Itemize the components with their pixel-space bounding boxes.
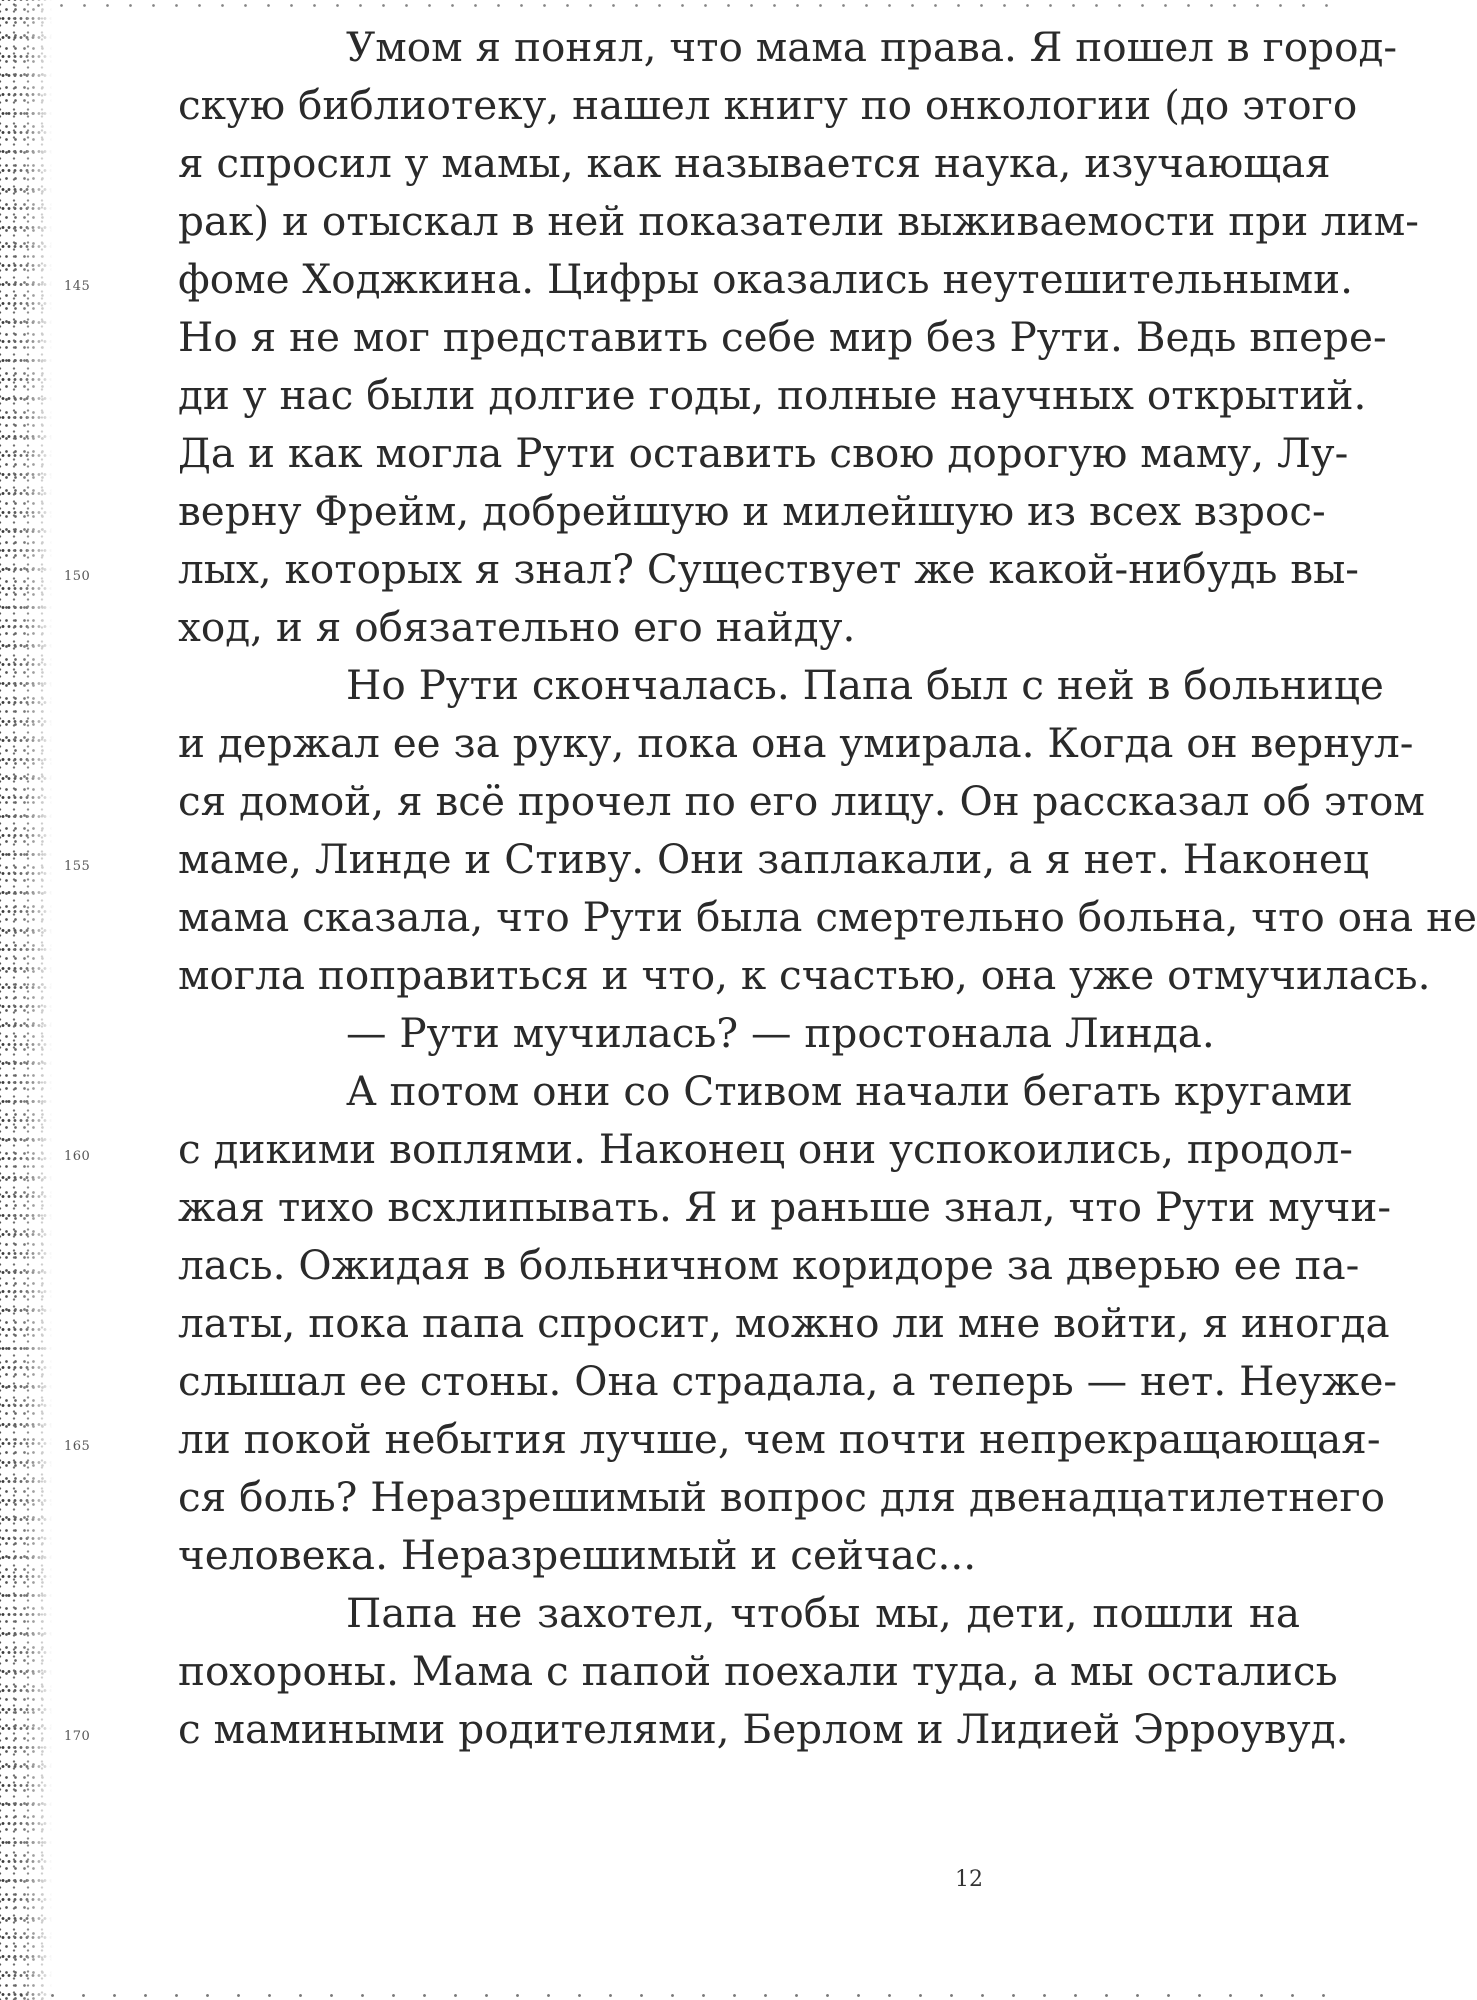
text-line: с мамиными родителями, Берлом и Лидией Эрроувуд. [178, 1705, 1349, 1753]
body-text [178, 18, 1477, 1758]
text-line: человека. Неразрешимый и сейчас... [178, 1531, 977, 1579]
text-line: А потом они со Стивом начали бегать кругами [346, 1067, 1353, 1115]
text-line: маме, Линде и Стиву. Они заплакали, а я нет. Наконец [178, 835, 1369, 883]
margin-line-number: 155 [64, 859, 91, 874]
margin-line-number: 165 [64, 1439, 91, 1454]
text-line: лась. Ожидая в больничном коридоре за дверью ее па- [178, 1241, 1360, 1289]
text-line: слышал ее стоны. Она страдала, а теперь — нет. Неуже- [178, 1357, 1398, 1405]
margin-line-number: 145 [64, 279, 91, 294]
text-line: ся боль? Неразрешимый вопрос для двенадцатилетнего [178, 1473, 1385, 1521]
text-line: ли покой небытия лучше, чем почти непрекращающая- [178, 1415, 1381, 1463]
text-line: скую библиотеку, нашел книгу по онкологии (до этого [178, 81, 1358, 129]
text-line: Но я не мог представить себе мир без Рути. Ведь впере- [178, 313, 1387, 361]
text-line: фоме Ходжкина. Цифры оказались неутешительными. [178, 255, 1354, 303]
text-line: рак) и отыскал в ней показатели выживаемости при лим- [178, 197, 1419, 245]
text-line: похороны. Мама с папой поехали туда, а мы остались [178, 1647, 1338, 1695]
text-line: и держал ее за руку, пока она умирала. Когда он вернул- [178, 719, 1414, 767]
scan-edge-speckle [0, 0, 52, 2000]
scan-bottom-speckle [0, 1988, 1330, 2000]
text-line: — Рути мучилась? — простонала Линда. [346, 1009, 1215, 1057]
text-line: лых, которых я знал? Существует же какой-нибудь вы- [178, 545, 1359, 593]
scan-top-speckle [0, 0, 1330, 10]
text-line: Умом я понял, что мама права. Я пошел в город- [346, 23, 1398, 71]
page-number: 12 [955, 1867, 983, 1892]
text-line: ход, и я обязательно его найду. [178, 603, 856, 651]
text-line: Папа не захотел, чтобы мы, дети, пошли на [346, 1589, 1300, 1637]
text-line: ся домой, я всё прочел по его лицу. Он рассказал об этом [178, 777, 1425, 825]
text-line: мама сказала, что Рути была смертельно больна, что она не [178, 893, 1477, 941]
text-line: Да и как могла Рути оставить свою дорогую маму, Лу- [178, 429, 1349, 477]
text-line: верну Фрейм, добрейшую и милейшую из всех взрос- [178, 487, 1326, 535]
text-line: жая тихо всхлипывать. Я и раньше знал, что Рути мучи- [178, 1183, 1392, 1231]
margin-line-number: 160 [64, 1149, 91, 1164]
text-line: латы, пока папа спросит, можно ли мне войти, я иногда [178, 1299, 1390, 1347]
margin-line-number: 150 [64, 569, 91, 584]
text-line: Но Рути скончалась. Папа был с ней в больнице [346, 661, 1384, 709]
margin-line-number: 170 [64, 1729, 91, 1744]
text-line: с дикими воплями. Наконец они успокоились, продол- [178, 1125, 1353, 1173]
text-line: ди у нас были долгие годы, полные научных открытий. [178, 371, 1367, 419]
text-line: я спросил у мамы, как называется наука, изучающая [178, 139, 1331, 187]
text-line: могла поправиться и что, к счастью, она уже отмучилась. [178, 951, 1431, 999]
